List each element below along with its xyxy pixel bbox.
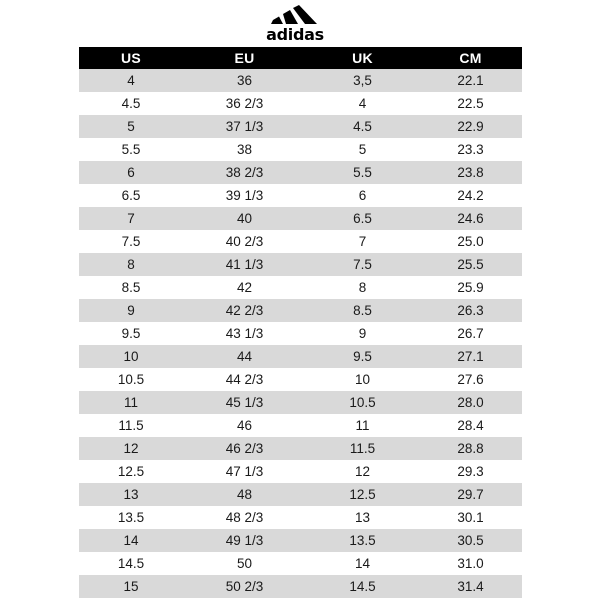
cell-eu: 36 2/3 <box>183 92 306 115</box>
cell-uk: 4 <box>306 92 419 115</box>
size-chart-table <box>79 47 522 598</box>
cell-us: 11.5 <box>79 414 183 437</box>
table-header-row <box>79 47 522 69</box>
table-row <box>79 437 522 460</box>
cell-uk: 8.5 <box>306 299 419 322</box>
cell-uk: 7 <box>306 230 419 253</box>
cell-uk: 5 <box>306 138 419 161</box>
cell-cm: 29.3 <box>419 460 522 483</box>
cell-uk: 13.5 <box>306 529 419 552</box>
cell-cm: 31.4 <box>419 575 522 598</box>
cell-cm: 30.1 <box>419 506 522 529</box>
table-row <box>79 391 522 414</box>
header-eu: EU <box>183 47 306 69</box>
cell-us: 4 <box>79 69 183 92</box>
table-row <box>79 322 522 345</box>
cell-eu: 38 <box>183 138 306 161</box>
cell-us: 13 <box>79 483 183 506</box>
cell-uk: 8 <box>306 276 419 299</box>
cell-cm: 22.5 <box>419 92 522 115</box>
table-row <box>79 253 522 276</box>
three-stripes-icon <box>262 5 328 27</box>
cell-cm: 27.1 <box>419 345 522 368</box>
cell-eu: 44 2/3 <box>183 368 306 391</box>
table-row <box>79 161 522 184</box>
cell-uk: 4.5 <box>306 115 419 138</box>
cell-uk: 5.5 <box>306 161 419 184</box>
adidas-logo <box>262 5 328 45</box>
table-row <box>79 299 522 322</box>
cell-eu: 49 1/3 <box>183 529 306 552</box>
cell-cm: 24.2 <box>419 184 522 207</box>
table-row <box>79 69 522 92</box>
table-row <box>79 506 522 529</box>
table-row <box>79 345 522 368</box>
cell-uk: 11.5 <box>306 437 419 460</box>
cell-cm: 24.6 <box>419 207 522 230</box>
cell-us: 10.5 <box>79 368 183 391</box>
logo-wordmark: adidas <box>266 25 324 44</box>
cell-eu: 50 2/3 <box>183 575 306 598</box>
header-uk: UK <box>306 47 419 69</box>
cell-eu: 46 2/3 <box>183 437 306 460</box>
cell-cm: 23.8 <box>419 161 522 184</box>
cell-uk: 9 <box>306 322 419 345</box>
cell-cm: 30.5 <box>419 529 522 552</box>
table-row <box>79 230 522 253</box>
cell-uk: 10.5 <box>306 391 419 414</box>
cell-eu: 48 <box>183 483 306 506</box>
cell-eu: 39 1/3 <box>183 184 306 207</box>
cell-us: 5.5 <box>79 138 183 161</box>
cell-cm: 25.5 <box>419 253 522 276</box>
cell-eu: 42 2/3 <box>183 299 306 322</box>
cell-us: 9 <box>79 299 183 322</box>
cell-us: 8.5 <box>79 276 183 299</box>
table-row <box>79 115 522 138</box>
cell-uk: 6.5 <box>306 207 419 230</box>
cell-cm: 22.1 <box>419 69 522 92</box>
cell-us: 9.5 <box>79 322 183 345</box>
cell-us: 7 <box>79 207 183 230</box>
header-cm: CM <box>419 47 522 69</box>
cell-eu: 50 <box>183 552 306 575</box>
cell-cm: 29.7 <box>419 483 522 506</box>
table-row <box>79 414 522 437</box>
table-body <box>79 69 522 598</box>
cell-uk: 14 <box>306 552 419 575</box>
cell-us: 15 <box>79 575 183 598</box>
cell-uk: 6 <box>306 184 419 207</box>
cell-cm: 26.7 <box>419 322 522 345</box>
cell-uk: 13 <box>306 506 419 529</box>
cell-us: 7.5 <box>79 230 183 253</box>
table-row <box>79 575 522 598</box>
cell-uk: 12 <box>306 460 419 483</box>
cell-eu: 38 2/3 <box>183 161 306 184</box>
table-row <box>79 529 522 552</box>
cell-cm: 25.0 <box>419 230 522 253</box>
cell-uk: 3,5 <box>306 69 419 92</box>
table-row <box>79 276 522 299</box>
cell-eu: 44 <box>183 345 306 368</box>
cell-eu: 45 1/3 <box>183 391 306 414</box>
table-row <box>79 552 522 575</box>
cell-cm: 28.4 <box>419 414 522 437</box>
cell-us: 10 <box>79 345 183 368</box>
cell-us: 4.5 <box>79 92 183 115</box>
cell-eu: 40 2/3 <box>183 230 306 253</box>
header-us: US <box>79 47 183 69</box>
cell-uk: 7.5 <box>306 253 419 276</box>
cell-us: 13.5 <box>79 506 183 529</box>
cell-uk: 10 <box>306 368 419 391</box>
cell-us: 14 <box>79 529 183 552</box>
cell-cm: 31.0 <box>419 552 522 575</box>
cell-us: 14.5 <box>79 552 183 575</box>
cell-us: 11 <box>79 391 183 414</box>
cell-cm: 22.9 <box>419 115 522 138</box>
cell-cm: 25.9 <box>419 276 522 299</box>
cell-uk: 9.5 <box>306 345 419 368</box>
cell-cm: 26.3 <box>419 299 522 322</box>
table-row <box>79 460 522 483</box>
cell-us: 12.5 <box>79 460 183 483</box>
cell-cm: 27.6 <box>419 368 522 391</box>
table-row <box>79 138 522 161</box>
cell-eu: 46 <box>183 414 306 437</box>
cell-eu: 36 <box>183 69 306 92</box>
cell-uk: 12.5 <box>306 483 419 506</box>
table-row <box>79 184 522 207</box>
cell-us: 8 <box>79 253 183 276</box>
cell-cm: 28.8 <box>419 437 522 460</box>
cell-us: 12 <box>79 437 183 460</box>
cell-eu: 37 1/3 <box>183 115 306 138</box>
table-row <box>79 207 522 230</box>
cell-us: 6 <box>79 161 183 184</box>
cell-eu: 47 1/3 <box>183 460 306 483</box>
table-row <box>79 368 522 391</box>
cell-us: 6.5 <box>79 184 183 207</box>
cell-uk: 14.5 <box>306 575 419 598</box>
table-row <box>79 483 522 506</box>
table-row <box>79 92 522 115</box>
cell-eu: 43 1/3 <box>183 322 306 345</box>
cell-cm: 23.3 <box>419 138 522 161</box>
cell-uk: 11 <box>306 414 419 437</box>
cell-cm: 28.0 <box>419 391 522 414</box>
cell-eu: 42 <box>183 276 306 299</box>
cell-us: 5 <box>79 115 183 138</box>
cell-eu: 40 <box>183 207 306 230</box>
cell-eu: 48 2/3 <box>183 506 306 529</box>
cell-eu: 41 1/3 <box>183 253 306 276</box>
